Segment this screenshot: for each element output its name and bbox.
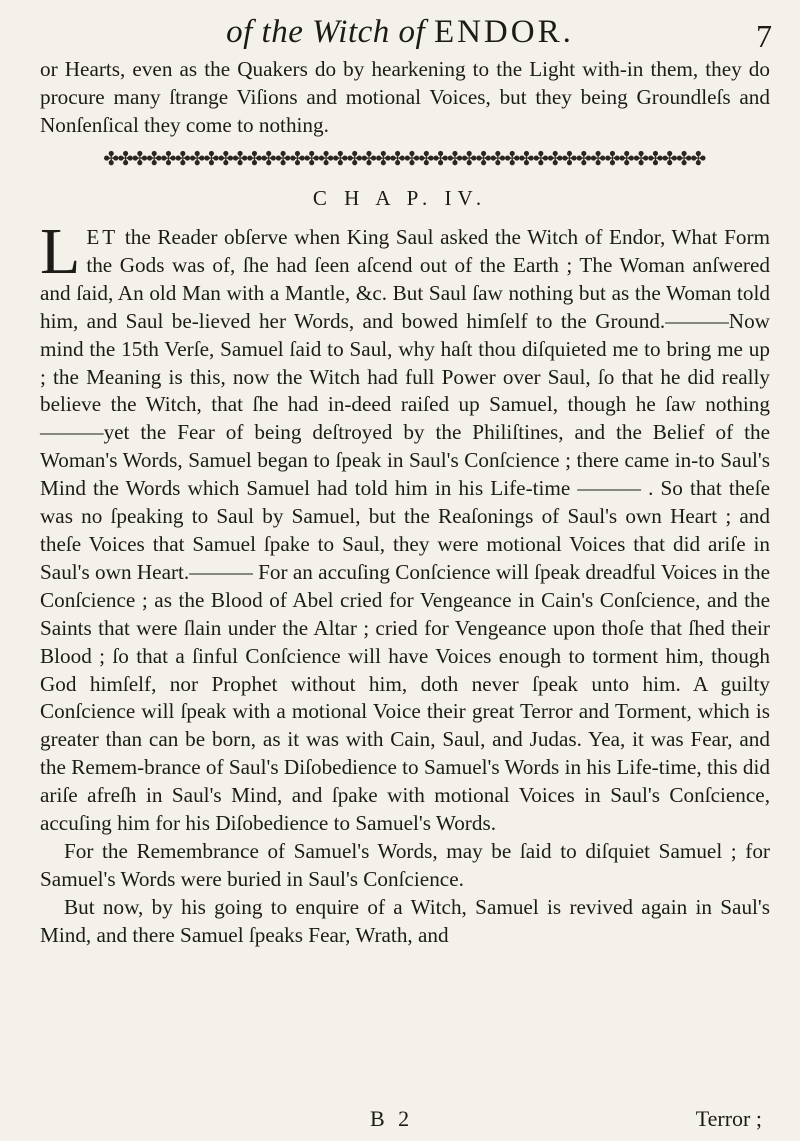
ornamental-rule: ✤✤✤✤✤✤✤✤✤✤✤✤✤✤✤✤✤✤✤✤✤✤✤✤✤✤✤✤✤✤✤✤✤✤✤✤✤✤✤✤✤✤ [103, 149, 705, 170]
running-title-italic: of the Witch of [226, 14, 426, 50]
paragraph-text: the Reader obſerve when King Saul asked the Witch of Endor, What Form the Gods was of, ſhe had ſeen aſcend out of the Earth ; The Woman anſwered and ſaid, An old Man with a Mantle, &c. But Saul ſaw nothing but as the Woman told him, and Saul be-lieved her Words, and bowed himſelf to the Ground.———Now mind the 15th Verſe, Samuel ſaid to Saul, why haſt thou diſquieted me to bring me up ; the Meaning is this, now the Witch had full Power over Saul, ſo that he did really believe the Witch, that ſhe had in-deed raiſed up Samuel, though he ſaw nothing ———yet the Fear of being deſtroyed by the Philiſtines, and the Belief of the Woman's Words, Samuel began to ſpeak in Saul's Conſcience ; there came in-to Saul's Mind the Words which Samuel had told him in his Life-time ——— . So that theſe was no ſpeaking to Saul by Samuel, but the Reaſonings of Saul's own Heart ; and theſe Voices that Samuel ſpake to Saul, they were motional Voices that did ariſe in Saul's own Heart.——— For an accuſing Conſcience will ſpeak dreadful Voices in the Conſcience ; as the Blood of Abel cried for Vengeance in Cain's Conſcience, and the Saints that were ſlain under the Altar ; cried for Vengeance upon thoſe that ſhed their Blood ; ſo that a ſinful Conſcience will have Voices enough to torment him, though God himſelf, nor Prophet without him, doth never ſpeak unto him. A guilty Conſcience will ſpeak with a motional Voice their great Terror and Torment, which is greater than can be born, as it was with Cain, Saul, and Judas. Yea, it was Fear, and the Remem-brance of Saul's Diſobedience to Samuel's Words in his Life-time, this did ariſe afreſh in Saul's Mind, and ſpake with motional Voices in Saul's Conſcience, accuſing him for his Diſobedience to Samuel's Words. [40, 225, 771, 836]
running-title [0, 14, 800, 51]
chapter-paragraph-2: For the Remembrance of Samuel's Words, may be ſaid to diſquiet Samuel ; for Samuel's Words were buried in Saul's Conſcience. [40, 838, 770, 891]
chapter-body [40, 215, 771, 950]
running-title-caps: ENDOR. [433, 14, 574, 50]
page-footer [40, 1106, 770, 1136]
drop-cap: L [40, 215, 81, 288]
catchword: Terror ; [695, 1106, 762, 1131]
chapter-paragraph-3: But now, by his going to enquire of a Witch, Samuel is revived again in Saul's Mind, and there Samuel ſpeaks Fear, Wrath, and [40, 894, 770, 947]
continued-paragraph: or Hearts, even as the Quakers do by hearkening to the Light with-in them, they do procure many ſtrange Viſions and motional Voices, but they being Groundleſs and Nonſenſical they come to nothing. [40, 57, 770, 137]
chapter-heading: C H A P. IV. [312, 186, 488, 210]
lead-caps: ET [86, 225, 119, 249]
page-number: 7 [756, 18, 772, 54]
signature-mark: B 2 [370, 1106, 414, 1131]
chapter-paragraph-1 [40, 215, 771, 838]
continued-text [40, 56, 770, 139]
running-head [0, 14, 800, 54]
